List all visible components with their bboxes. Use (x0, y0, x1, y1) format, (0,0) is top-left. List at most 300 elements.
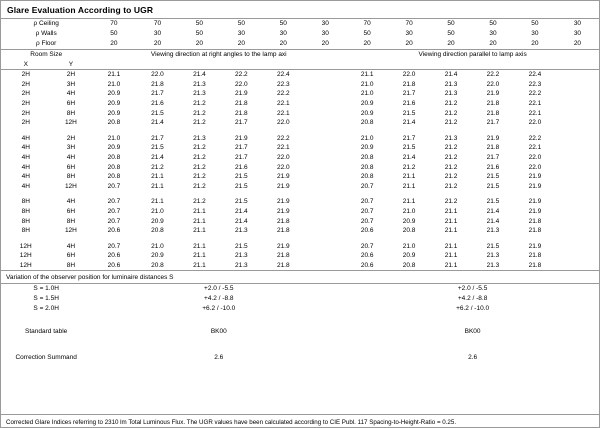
ugr-value-perpendicular: 21.5 (235, 173, 248, 181)
ugr-value-parallel: 20.8 (360, 173, 374, 181)
ugr-value-parallel: 22.0 (486, 80, 500, 88)
table-row (1, 99, 599, 109)
room-size-y: 12H (64, 119, 77, 127)
ugr-value-parallel: 21.2 (444, 119, 458, 127)
ugr-value-parallel: 21.1 (444, 261, 458, 269)
table-row (1, 261, 599, 271)
room-size-y: 3H (66, 144, 76, 152)
table-row (1, 226, 599, 236)
room-size-y: 4H (66, 153, 76, 161)
reflectance-value: 30 (237, 30, 245, 38)
room-size-y: 8H (66, 173, 76, 181)
ugr-value-perpendicular: 21.1 (193, 252, 206, 260)
spacer-cell (556, 261, 599, 271)
y-header: Y (68, 60, 74, 68)
ugr-value-parallel: 21.5 (402, 144, 416, 152)
spacer-cell (556, 242, 599, 252)
ugr-value-perpendicular: 20.9 (151, 217, 164, 225)
ugr-value-parallel: 21.8 (402, 80, 416, 88)
ugr-value-perpendicular: 21.8 (276, 227, 290, 235)
table-row (1, 134, 599, 144)
ugr-value-perpendicular: 21.2 (193, 163, 206, 171)
reflectance-value: 30 (321, 20, 329, 28)
ugr-value-perpendicular: 21.9 (235, 90, 248, 98)
ugr-value-perpendicular: 22.2 (276, 90, 290, 98)
ugr-value-perpendicular: 21.3 (235, 252, 248, 260)
standard-table-right-value: BK00 (464, 328, 481, 336)
room-size-y: 6H (66, 252, 76, 260)
direction-right-angles-header: Viewing direction at right angles to the lamp axi (150, 51, 287, 58)
ugr-value-parallel: 21.8 (528, 227, 542, 235)
spacer-cell (304, 207, 346, 217)
ugr-value-parallel: 22.0 (528, 163, 542, 171)
ugr-value-parallel: 21.2 (444, 144, 458, 152)
correction-summand-right-value: 2.6 (468, 354, 478, 362)
ugr-value-perpendicular: 20.8 (151, 261, 164, 269)
room-size-x: 4H (21, 163, 30, 171)
ugr-value-perpendicular: 21.1 (193, 227, 206, 235)
ugr-value-parallel: 21.9 (528, 198, 542, 206)
room-size-x: 2H (21, 71, 30, 79)
ugr-value-parallel: 21.4 (402, 153, 416, 161)
table-row (1, 251, 599, 261)
ugr-main-table (1, 50, 599, 270)
ugr-value-perpendicular: 21.3 (235, 227, 248, 235)
ugr-value-perpendicular: 20.7 (107, 198, 121, 206)
variation-right-value: +2.0 / -5.5 (457, 285, 488, 293)
ugr-value-perpendicular: 21.0 (151, 242, 164, 250)
spacer-cell (304, 118, 346, 128)
ugr-value-perpendicular: 21.0 (151, 207, 164, 215)
room-size-y: 4H (66, 242, 76, 250)
ugr-value-perpendicular: 20.8 (107, 163, 121, 171)
ugr-value-parallel: 20.8 (360, 119, 374, 127)
spacer-cell (556, 80, 599, 90)
ugr-value-parallel: 21.2 (402, 163, 416, 171)
ugr-value-perpendicular: 22.0 (276, 153, 290, 161)
ugr-value-parallel: 21.2 (444, 153, 458, 161)
ugr-value-perpendicular: 21.5 (235, 242, 248, 250)
spacer-cell (556, 197, 599, 207)
variation-left-value: +6.2 / -10.0 (202, 304, 236, 312)
spacer-cell (556, 70, 599, 80)
ugr-value-perpendicular: 22.4 (276, 71, 290, 79)
ugr-value-perpendicular: 20.9 (107, 144, 121, 152)
ugr-value-perpendicular: 20.6 (107, 227, 121, 235)
table-row (1, 70, 599, 80)
room-size-y: 2H (66, 134, 76, 142)
ugr-value-parallel: 22.4 (528, 71, 542, 79)
room-size-x: 4H (21, 144, 30, 152)
ugr-value-perpendicular: 21.2 (193, 109, 206, 117)
variation-label: S = 1.0H (33, 285, 59, 293)
ugr-value-perpendicular: 20.8 (107, 119, 121, 127)
spacer-cell (556, 153, 599, 163)
spacer-cell (304, 134, 346, 144)
ugr-value-perpendicular: 21.6 (151, 99, 164, 107)
spacer-cell (304, 226, 346, 236)
ugr-value-perpendicular: 21.7 (151, 90, 164, 98)
ugr-value-perpendicular: 22.3 (276, 80, 290, 88)
ugr-value-parallel: 21.1 (402, 198, 416, 206)
ugr-value-parallel: 21.3 (486, 261, 500, 269)
room-size-y: 6H (66, 99, 76, 107)
ugr-value-perpendicular: 21.4 (151, 119, 164, 127)
variation-label: S = 1.5H (33, 295, 59, 303)
ugr-value-perpendicular: 22.0 (151, 71, 164, 79)
spacer-cell (556, 172, 599, 182)
ugr-value-parallel: 21.9 (486, 90, 500, 98)
reflectance-value: 70 (110, 20, 118, 28)
ugr-value-perpendicular: 21.4 (235, 217, 248, 225)
reflectance-value: 50 (447, 20, 455, 28)
ugr-value-parallel: 21.5 (486, 198, 500, 206)
ugr-value-parallel: 21.8 (528, 217, 542, 225)
ugr-value-parallel: 21.1 (402, 173, 416, 181)
ugr-value-perpendicular: 21.2 (193, 119, 206, 127)
ugr-value-perpendicular: 21.8 (235, 109, 248, 117)
correction-summand-row (1, 351, 599, 365)
spacer-cell (304, 182, 346, 192)
room-size-x: 2H (21, 119, 30, 127)
room-size-y: 2H (66, 71, 76, 79)
ugr-value-perpendicular: 20.8 (151, 227, 164, 235)
footer-note: Corrected Glare Indices referring to 2310 lm Total Luminous Flux. The UGR values have been calculated according to CIE Publ. 117 Spacing-to-Height-Ratio = 0.25. (6, 419, 457, 426)
room-size-x: 2H (21, 99, 30, 107)
room-size-y: 8H (66, 217, 76, 225)
ugr-value-parallel: 20.9 (360, 144, 374, 152)
ugr-value-parallel: 22.2 (528, 90, 542, 98)
ugr-value-parallel: 21.3 (444, 134, 458, 142)
spacer-cell (556, 109, 599, 119)
ugr-value-perpendicular: 22.0 (235, 80, 248, 88)
spacer-cell (556, 182, 599, 192)
reflectance-label: ρ Ceiling (33, 20, 59, 28)
reflectance-value: 50 (110, 30, 118, 38)
ugr-value-perpendicular: 21.8 (276, 217, 290, 225)
ugr-value-parallel: 21.0 (360, 90, 374, 98)
table-row (1, 207, 599, 217)
table-row (1, 217, 599, 227)
standard-table-left-value: BK00 (210, 328, 227, 336)
variation-left-value: +2.0 / -5.5 (204, 285, 234, 293)
standard-table-label: Standard table (25, 328, 68, 336)
spacer-cell (556, 143, 599, 153)
room-size-x: 2H (21, 109, 30, 117)
spacer-cell (556, 207, 599, 217)
reflectance-value: 30 (573, 30, 582, 38)
ugr-value-perpendicular: 20.6 (107, 252, 121, 260)
ugr-value-parallel: 20.7 (360, 242, 374, 250)
table-row (1, 163, 599, 173)
header-row-room-direction (1, 50, 599, 60)
spacer-cell (304, 172, 346, 182)
ugr-value-perpendicular: 21.3 (193, 90, 206, 98)
ugr-value-perpendicular: 22.2 (235, 71, 248, 79)
ugr-value-parallel: 21.0 (402, 207, 416, 215)
reflectance-value: 20 (110, 40, 118, 48)
ugr-value-parallel: 22.0 (402, 71, 416, 79)
spacer-cell (304, 109, 346, 119)
reflectance-value: 20 (405, 40, 413, 48)
ugr-value-perpendicular: 20.9 (107, 90, 121, 98)
ugr-value-perpendicular: 21.2 (193, 182, 206, 190)
ugr-value-parallel: 21.4 (486, 207, 500, 215)
ugr-value-perpendicular: 22.0 (276, 119, 290, 127)
reflectance-value: 20 (153, 40, 162, 48)
reflectance-value: 50 (195, 30, 204, 38)
ugr-value-parallel: 20.7 (360, 217, 374, 225)
spacer-cell (304, 153, 346, 163)
ugr-value-parallel: 20.6 (360, 252, 374, 260)
reflectance-value: 50 (195, 20, 204, 28)
reflectance-value: 20 (279, 40, 287, 48)
table-row (1, 80, 599, 90)
reflectance-value: 50 (237, 20, 245, 28)
ugr-value-parallel: 21.4 (486, 217, 500, 225)
table-row (1, 182, 599, 192)
variation-table (1, 284, 599, 365)
ugr-value-parallel: 21.9 (528, 182, 542, 190)
footer-divider (1, 414, 599, 415)
ugr-value-perpendicular: 21.2 (193, 144, 206, 152)
ugr-value-perpendicular: 20.7 (107, 182, 121, 190)
ugr-value-perpendicular: 21.9 (235, 134, 248, 142)
table-row (1, 242, 599, 252)
reflectance-value: 30 (153, 30, 162, 38)
reflectance-value: 20 (195, 40, 204, 48)
room-size-x: 4H (21, 182, 30, 190)
ugr-value-parallel: 22.1 (528, 144, 542, 152)
ugr-value-parallel: 21.1 (444, 242, 458, 250)
reflectance-value: 30 (489, 30, 497, 38)
ugr-value-parallel: 21.4 (444, 71, 458, 79)
correction-summand-label: Correction Summand (15, 354, 77, 362)
ugr-value-perpendicular: 22.1 (276, 99, 290, 107)
spacer-cell (304, 251, 346, 261)
ugr-value-perpendicular: 21.1 (193, 261, 206, 269)
reflectance-row (1, 39, 599, 49)
room-size-x: 8H (21, 207, 30, 215)
ugr-value-perpendicular: 22.0 (276, 163, 290, 171)
room-size-x: 12H (19, 242, 32, 250)
ugr-value-perpendicular: 21.7 (235, 144, 248, 152)
spacer-cell (556, 134, 599, 144)
spacer-cell (556, 226, 599, 236)
reflectance-value: 50 (489, 20, 497, 28)
ugr-value-parallel: 21.3 (444, 80, 458, 88)
ugr-value-parallel: 21.2 (444, 198, 458, 206)
spacer-cell (304, 261, 346, 271)
spacer-cell (304, 242, 346, 252)
room-size-y: 4H (66, 198, 76, 206)
ugr-value-perpendicular: 21.1 (193, 242, 206, 250)
reflectance-value: 30 (573, 20, 582, 28)
ugr-value-parallel: 22.0 (528, 119, 542, 127)
ugr-value-parallel: 21.9 (528, 207, 542, 215)
ugr-value-parallel: 21.4 (402, 119, 416, 127)
ugr-value-perpendicular: 21.1 (151, 182, 164, 190)
reflectance-value: 50 (531, 20, 539, 28)
ugr-value-perpendicular: 21.7 (235, 119, 248, 127)
spacer-cell (556, 251, 599, 261)
reflectance-value: 20 (573, 40, 582, 48)
ugr-value-parallel: 21.7 (402, 90, 416, 98)
room-size-y: 6H (66, 163, 76, 171)
ugr-value-perpendicular: 21.4 (193, 71, 206, 79)
ugr-value-perpendicular: 20.7 (107, 217, 121, 225)
ugr-value-parallel: 21.3 (486, 252, 500, 260)
ugr-value-parallel: 20.9 (402, 252, 416, 260)
room-size-y: 6H (66, 207, 76, 215)
ugr-value-perpendicular: 21.8 (235, 99, 248, 107)
ugr-value-parallel: 20.9 (360, 109, 374, 117)
reflectance-value: 30 (279, 30, 287, 38)
room-size-x: 2H (21, 90, 30, 98)
reflectance-value: 20 (321, 40, 329, 48)
room-size-x: 8H (21, 227, 30, 235)
reflectance-value: 70 (153, 20, 162, 28)
spacer-cell (304, 89, 346, 99)
ugr-value-perpendicular: 22.2 (276, 134, 290, 142)
ugr-value-parallel: 22.1 (528, 109, 542, 117)
room-size-header: Room Size (30, 51, 63, 58)
ugr-value-parallel: 20.8 (360, 153, 374, 161)
variation-row (1, 304, 599, 314)
ugr-value-parallel: 20.7 (360, 207, 374, 215)
ugr-value-parallel: 21.0 (360, 134, 374, 142)
ugr-value-perpendicular: 21.9 (276, 242, 290, 250)
reflectance-value: 20 (489, 40, 497, 48)
ugr-value-perpendicular: 21.9 (276, 207, 290, 215)
reflectance-value: 20 (363, 40, 371, 48)
ugr-value-parallel: 20.9 (360, 99, 374, 107)
ugr-value-perpendicular: 21.0 (107, 134, 121, 142)
ugr-value-parallel: 21.1 (444, 227, 458, 235)
ugr-value-perpendicular: 21.1 (107, 71, 121, 79)
ugr-value-parallel: 21.8 (528, 252, 542, 260)
reflectance-value: 30 (321, 30, 329, 38)
room-size-x: 4H (21, 153, 30, 161)
spacer-cell (304, 99, 346, 109)
variation-row (1, 284, 599, 294)
ugr-value-parallel: 21.8 (486, 109, 500, 117)
reflectance-value: 50 (363, 30, 371, 38)
ugr-value-perpendicular: 21.4 (235, 207, 248, 215)
spacer-cell (304, 217, 346, 227)
reflectance-label: ρ Walls (35, 30, 57, 38)
reflectance-value: 50 (447, 30, 455, 38)
ugr-value-parallel: 20.6 (360, 227, 374, 235)
ugr-value-perpendicular: 21.6 (235, 163, 248, 171)
ugr-value-parallel: 21.7 (402, 134, 416, 142)
ugr-value-parallel: 21.7 (486, 153, 500, 161)
ugr-value-perpendicular: 21.2 (193, 99, 206, 107)
table-row (1, 109, 599, 119)
ugr-value-perpendicular: 20.7 (107, 242, 121, 250)
ugr-value-perpendicular: 21.4 (151, 153, 164, 161)
variation-row (1, 294, 599, 304)
ugr-value-parallel: 21.1 (444, 252, 458, 260)
ugr-value-parallel: 22.1 (528, 99, 542, 107)
reflectance-value: 70 (405, 20, 413, 28)
room-size-y: 12H (64, 182, 77, 190)
ugr-value-perpendicular: 21.5 (235, 182, 248, 190)
reflectance-row (1, 29, 599, 39)
ugr-value-parallel: 20.7 (360, 198, 374, 206)
ugr-value-perpendicular: 21.2 (193, 153, 206, 161)
ugr-value-parallel: 21.0 (360, 80, 374, 88)
ugr-value-perpendicular: 21.1 (151, 198, 164, 206)
ugr-value-perpendicular: 21.9 (276, 182, 290, 190)
spacer-cell (556, 118, 599, 128)
room-size-y: 8H (66, 261, 76, 269)
ugr-value-perpendicular: 21.8 (151, 80, 164, 88)
ugr-value-perpendicular: 21.5 (151, 109, 164, 117)
ugr-value-parallel: 21.9 (528, 242, 542, 250)
ugr-value-parallel: 21.2 (444, 109, 458, 117)
room-size-x: 4H (21, 173, 30, 181)
ugr-value-perpendicular: 21.3 (193, 80, 206, 88)
table-row (1, 89, 599, 99)
variation-right-value: +6.2 / -10.0 (456, 304, 490, 312)
reflectance-value: 30 (405, 30, 413, 38)
ugr-value-parallel: 21.1 (360, 71, 374, 79)
ugr-value-parallel: 21.5 (486, 242, 500, 250)
ugr-value-parallel: 20.7 (360, 182, 374, 190)
spacer-cell (556, 163, 599, 173)
ugr-value-perpendicular: 21.1 (151, 173, 164, 181)
ugr-value-perpendicular: 20.9 (151, 252, 164, 260)
room-size-y: 8H (66, 109, 76, 117)
ugr-value-perpendicular: 21.1 (193, 217, 206, 225)
ugr-value-perpendicular: 21.2 (193, 198, 206, 206)
ugr-value-perpendicular: 21.5 (235, 198, 248, 206)
reflectance-value: 20 (237, 40, 245, 48)
ugr-value-parallel: 22.3 (528, 80, 542, 88)
ugr-value-perpendicular: 22.1 (276, 109, 290, 117)
room-size-x: 12H (19, 261, 32, 269)
header-row-xy (1, 60, 599, 70)
ugr-value-parallel: 21.1 (444, 217, 458, 225)
ugr-value-parallel: 21.9 (528, 173, 542, 181)
table-row (1, 118, 599, 128)
direction-parallel-header: Viewing direction parallel to lamp axis (418, 51, 527, 58)
reflectance-value: 70 (363, 20, 371, 28)
reflectance-value: 20 (531, 40, 539, 48)
room-size-x: 12H (19, 252, 32, 260)
variation-left-value: +4.2 / -8.8 (204, 295, 234, 303)
ugr-value-parallel: 21.3 (444, 90, 458, 98)
spacer-cell (304, 70, 346, 80)
ugr-value-perpendicular: 22.1 (276, 144, 290, 152)
variation-label: S = 2.0H (33, 304, 59, 312)
room-size-y: 3H (66, 80, 76, 88)
ugr-value-parallel: 21.6 (486, 163, 500, 171)
spacer-cell (556, 99, 599, 109)
ugr-value-perpendicular: 21.2 (151, 163, 164, 171)
variation-right-value: +4.2 / -8.8 (457, 295, 488, 303)
ugr-value-parallel: 21.3 (486, 227, 500, 235)
table-row (1, 143, 599, 153)
reflectance-row (1, 19, 599, 29)
ugr-value-perpendicular: 21.7 (151, 134, 164, 142)
reflectance-value: 20 (447, 40, 455, 48)
room-size-x: 8H (21, 217, 30, 225)
ugr-value-parallel: 22.0 (528, 153, 542, 161)
ugr-value-perpendicular: 20.8 (107, 153, 121, 161)
ugr-value-parallel: 20.8 (402, 227, 416, 235)
